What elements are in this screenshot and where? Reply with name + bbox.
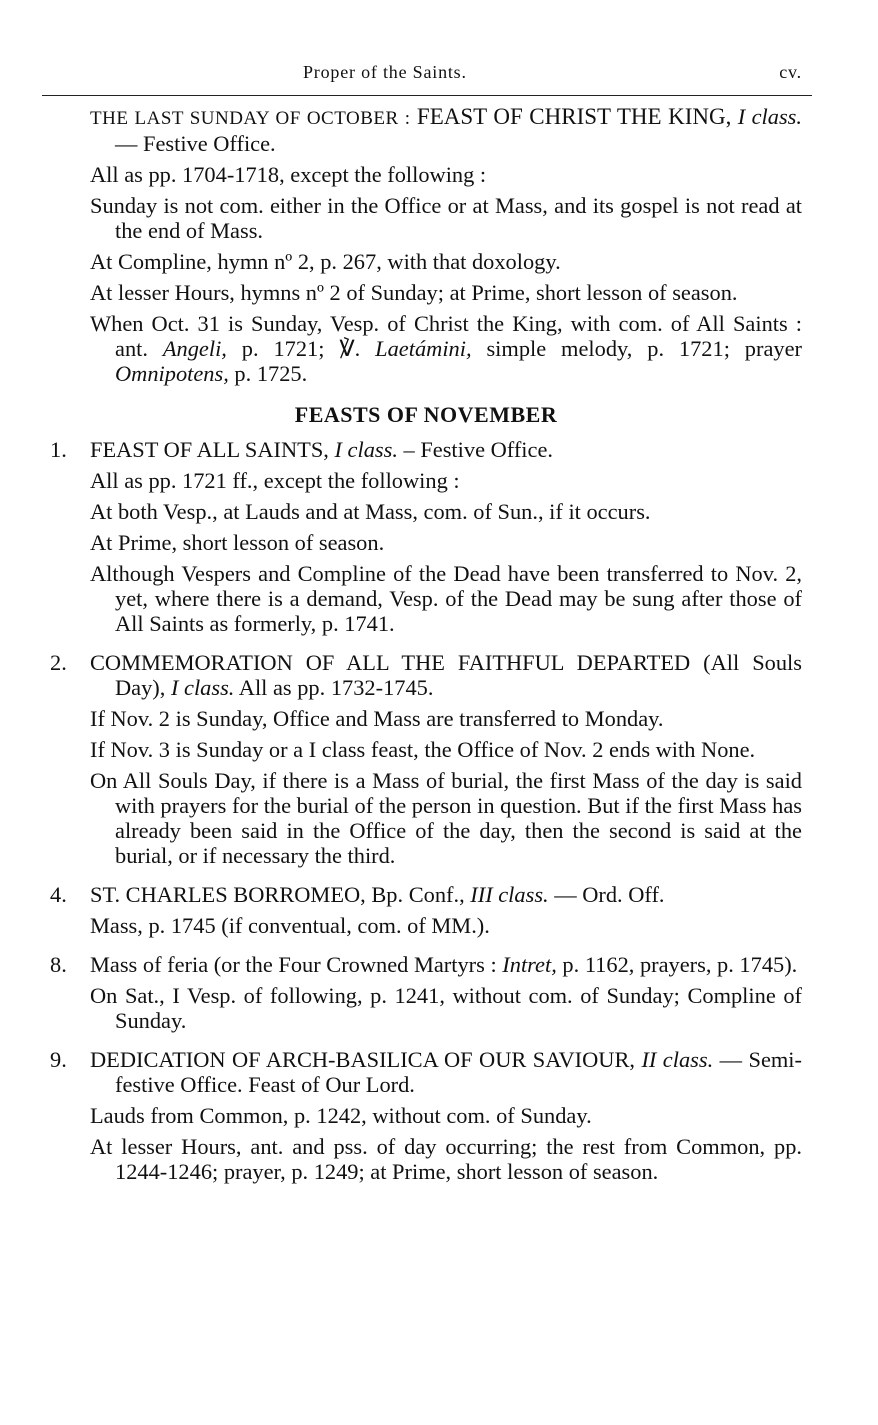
october-para-5: When Oct. 31 is Sunday, Vesp. of Christ the King, with com. of All Saints : ant. Angeli, p. 1721; ℣. Laetámini, simple melody, p. 1721; prayer Omnipotens, p. 1725. [90, 311, 802, 386]
entry-nov-8: 8. Mass of feria (or the Four Crowned Martyrs : Intret, p. 1162, prayers, p. 1745). [50, 952, 798, 977]
dedication-para-2: At lesser Hours, ant. and pss. of day occurring; the rest from Common, pp. 1244-1246; prayer, p. 1249; at Prime, short lesson of season. [90, 1134, 802, 1184]
entry-all-saints: 1. FEAST OF ALL SAINTS, I class. – Festive Office. [50, 437, 553, 462]
entry-number: 1. [50, 437, 67, 462]
entry-number: 8. [50, 952, 67, 977]
entry-number: 2. [50, 650, 67, 675]
all-souls-para-2: If Nov. 3 is Sunday or a I class feast, the Office of Nov. 2 ends with None. [90, 737, 756, 762]
october-para-1: All as pp. 1704-1718, except the following : [90, 162, 487, 187]
entry-st-charles: 4. ST. CHARLES BORROMEO, Bp. Conf., III class. — Ord. Off. [50, 882, 665, 907]
all-saints-para-4: Although Vespers and Compline of the Dead have been transferred to Nov. 2, yet, where there is a demand, Vesp. of the Dead may be sung after those of All Saints as formerly, p. 1741. [90, 561, 802, 636]
october-para-4: At lesser Hours, hymns nº 2 of Sunday; at Prime, short lesson of season. [90, 280, 738, 305]
all-saints-para-2: At both Vesp., at Lauds and at Mass, com. of Sun., if it occurs. [90, 499, 651, 524]
all-saints-para-3: At Prime, short lesson of season. [90, 530, 385, 555]
all-souls-para-3: On All Souls Day, if there is a Mass of burial, the first Mass of the day is said with prayers for the burial of the person in question. But if the first Mass has already been said in the Office of the day, then the second is said at the burial, or if necessary the third. [90, 768, 802, 868]
october-para-3: At Compline, hymn nº 2, p. 267, with that doxology. [90, 249, 561, 274]
entry-all-souls: 2. COMMEMORATION OF ALL THE FAITHFUL DEPARTED (All Souls Day), I class. All as pp. 1732-1745. [50, 650, 802, 700]
entry-number: 4. [50, 882, 67, 907]
running-head [0, 62, 878, 88]
entry-dedication: 9. DEDICATION OF ARCH-BASILICA OF OUR SAVIOUR, II class. — Semi-festive Office. Feast of Our Lord. [50, 1047, 802, 1097]
all-souls-para-1: If Nov. 2 is Sunday, Office and Mass are transferred to Monday. [90, 706, 664, 731]
st-charles-para-1: Mass, p. 1745 (if conventual, com. of MM.). [90, 913, 490, 938]
nov-8-para-1: On Sat., I Vesp. of following, p. 1241, without com. of Sunday; Compline of Sunday. [90, 983, 802, 1033]
all-saints-para-1: All as pp. 1721 ff., except the following : [90, 468, 460, 493]
page-number: cv. [779, 62, 802, 82]
section-heading: FEASTS OF NOVEMBER [294, 402, 558, 427]
october-title: THE LAST SUNDAY OF OCTOBER : FEAST OF CHRIST THE KING, I class. — Festive Office. [90, 104, 802, 156]
dedication-para-1: Lauds from Common, p. 1242, without com. of Sunday. [90, 1103, 592, 1128]
page-content [50, 104, 802, 1190]
running-title: Proper of the Saints. [303, 62, 467, 82]
entry-number: 9. [50, 1047, 67, 1072]
october-para-2: Sunday is not com. either in the Office or at Mass, and its gospel is not read at the end of Mass. [90, 193, 802, 243]
header-rule [42, 95, 812, 96]
